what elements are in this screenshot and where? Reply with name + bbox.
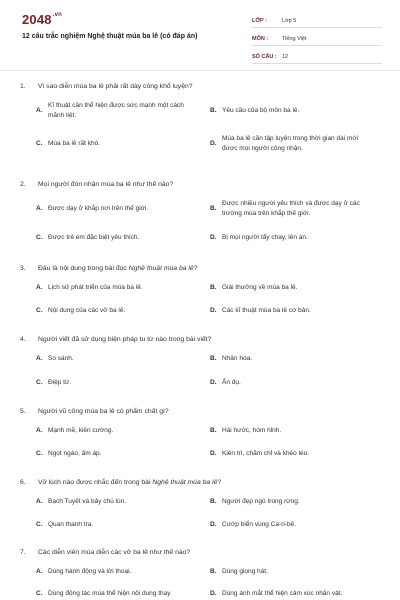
option-letter: C. (36, 521, 43, 528)
option-d[interactable] (210, 134, 385, 154)
question-label-start: Vở kịch nào được nhắc đến trong bài (38, 479, 153, 486)
document-title: 12 câu trắc nghiệm Nghệ thuật múa ba lê (có đáp án) (22, 33, 198, 40)
option-d[interactable] (210, 449, 385, 459)
option-row (0, 514, 400, 536)
question-number: 1. (20, 83, 26, 90)
option-text: Được trẻ em đặc biệt yêu thích. (48, 234, 140, 241)
option-c[interactable] (36, 306, 210, 316)
option-text: Được dạy ở khắp nơi trên thế giới. (48, 205, 149, 212)
option-row (0, 560, 400, 584)
option-row (0, 276, 400, 300)
option-text: Lịch sử phát triển của múa ba lê. (48, 284, 143, 291)
question-number: 2. (20, 181, 26, 188)
question-5 (0, 405, 400, 476)
option-row (0, 371, 400, 395)
option-letter: D. (210, 450, 217, 457)
option-letter: B. (210, 107, 217, 114)
question-text (0, 405, 400, 419)
option-text: Dùng ánh mắt thể hiện cảm xúc nhân vật. (222, 590, 343, 597)
site-logo[interactable]: $2048^{.vn}$ (22, 12, 63, 27)
option-row (0, 300, 400, 322)
option-text: Được nhiều người yêu thích và được dạy ở các trường múa trên khắp thế giới. (222, 200, 360, 217)
question-label: Người vũ công múa ba lê có phẩm chất gì? (38, 408, 169, 415)
question-number: 7. (20, 549, 26, 556)
option-text: Múa ba lê cần tập luyện trong thời gian dài mới được mọi người công nhận. (222, 135, 359, 152)
question-label-end: ? (217, 479, 222, 486)
option-text: Người đẹp ngủ trong rừng. (222, 498, 300, 505)
question-number: 5. (20, 408, 26, 415)
option-letter: A. (36, 205, 43, 212)
question-label-end: ? (193, 265, 198, 272)
option-a[interactable] (36, 204, 210, 214)
option-letter: B. (210, 355, 217, 362)
option-text: Ngọt ngào, ấm áp. (48, 450, 102, 457)
question-6 (0, 476, 400, 546)
question-text (0, 546, 400, 560)
option-letter: A. (36, 568, 43, 575)
option-letter: A. (36, 284, 43, 291)
option-text: Nhân hóa. (222, 355, 252, 362)
option-text: Kiên trì, chăm chỉ và khéo léo. (222, 450, 310, 457)
option-row (0, 226, 400, 250)
question-label: Vì sao diễn múa ba lê phải rất dày công khổ luyện? (38, 83, 193, 90)
question-text (0, 476, 400, 490)
meta-label: LỚP : (252, 17, 267, 24)
question-number: 3. (20, 265, 26, 272)
option-text: Kĩ thuật cần thể hiện được sức mạnh một cách mãnh liệt. (48, 102, 184, 119)
option-b[interactable] (210, 497, 385, 507)
option-text: Múa ba lê rất khó. (48, 140, 101, 147)
option-letter: D. (210, 521, 217, 528)
option-letter: A. (36, 427, 43, 434)
option-c[interactable] (36, 449, 210, 459)
meta-row-count (252, 50, 382, 64)
option-d[interactable] (210, 378, 385, 388)
option-letter: C. (36, 590, 43, 597)
meta-row-subject (252, 32, 382, 46)
question-number: 6. (20, 479, 26, 486)
option-b[interactable] (210, 567, 385, 577)
option-text: Bị mọi người tẩy chay, lên án. (222, 234, 308, 241)
option-b[interactable] (210, 199, 385, 219)
question-text (0, 262, 400, 276)
option-c[interactable] (36, 233, 210, 243)
option-letter: B. (210, 568, 217, 575)
option-text: Giải thưởng về múa ba lê. (222, 284, 298, 291)
question-label-title: Nghệ thuật múa ba lê (152, 479, 218, 486)
option-b[interactable] (210, 283, 385, 293)
option-c[interactable] (36, 139, 210, 149)
question-label: Người viết đã sử dụng biện pháp tu từ nào trong bài viết? (38, 336, 212, 343)
document-meta (252, 14, 382, 64)
page-header (0, 0, 400, 68)
question-list (0, 80, 400, 600)
option-row (0, 419, 400, 443)
meta-value: Tiếng Việt (282, 35, 307, 42)
option-row (0, 192, 400, 226)
option-letter: B. (210, 498, 217, 505)
meta-label: SỐ CÂU : (252, 53, 277, 60)
option-row (0, 94, 400, 128)
option-text: Điệp từ. (48, 379, 72, 386)
option-letter: A. (36, 498, 43, 505)
option-c[interactable] (36, 378, 210, 388)
option-text: So sánh. (48, 355, 74, 362)
option-letter: D. (210, 234, 217, 241)
header-divider (0, 70, 400, 71)
option-letter: D. (210, 590, 217, 597)
option-text: Dùng hành động và lời thoại. (48, 568, 132, 575)
question-4 (0, 333, 400, 405)
option-text: Nội dung của các vở ba lê. (48, 307, 126, 314)
option-c[interactable] (36, 520, 210, 530)
option-a[interactable] (36, 567, 210, 577)
option-letter: A. (36, 107, 43, 114)
question-text (0, 80, 400, 94)
option-a[interactable] (36, 354, 210, 364)
option-d[interactable] (210, 589, 385, 599)
option-b[interactable] (210, 354, 385, 364)
question-label-title: Nghệ thuật múa ba lê (128, 265, 194, 272)
option-letter: B. (210, 205, 217, 212)
option-text: Yêu cầu của bộ môn ba lê. (222, 107, 300, 114)
question-1 (0, 80, 400, 178)
question-label: Các diễn viên múa diễn các vở ba lê như thế nào? (38, 549, 191, 556)
option-letter: A. (36, 355, 43, 362)
option-text: Hài hước, hóm hỉnh. (222, 427, 282, 434)
option-row (0, 584, 400, 600)
option-letter: D. (210, 379, 217, 386)
option-row (0, 128, 400, 160)
option-text: Ẩn dụ. (222, 379, 241, 386)
option-b[interactable] (210, 426, 385, 436)
question-3 (0, 262, 400, 333)
option-letter: D. (210, 140, 217, 147)
option-text: Bạch Tuyết và bảy chú lùn. (48, 498, 127, 505)
question-text (0, 178, 400, 192)
option-text: Dùng động tác múa thể hiện nội dung thay (48, 590, 171, 597)
option-row (0, 347, 400, 371)
question-7 (0, 546, 400, 600)
option-text: Dùng giọng hát. (222, 568, 268, 575)
option-a[interactable] (36, 497, 210, 507)
option-d[interactable] (210, 233, 385, 243)
meta-value: Lớp 5 (282, 17, 297, 24)
option-a[interactable] (36, 101, 210, 121)
option-text: Cướp biển vùng Ca-ri-bê. (222, 521, 297, 528)
option-text: Mạnh mẽ, kiên cường. (48, 427, 114, 434)
option-a[interactable] (36, 426, 210, 436)
option-letter: B. (210, 284, 217, 291)
question-number: 4. (20, 336, 26, 343)
option-row (0, 443, 400, 465)
question-2 (0, 178, 400, 262)
question-text (0, 333, 400, 347)
option-d[interactable] (210, 306, 385, 316)
option-letter: C. (36, 234, 43, 241)
option-letter: C. (36, 307, 43, 314)
question-label: Mọi người đón nhận múa ba lê như thế nào? (38, 181, 174, 188)
option-letter: D. (210, 307, 217, 314)
option-letter: C. (36, 140, 43, 147)
option-text: Các kĩ thuật múa ba lê cơ bản. (222, 307, 311, 314)
option-letter: B. (210, 427, 217, 434)
option-c[interactable] (36, 589, 210, 599)
meta-label: MÔN : (252, 35, 269, 42)
option-letter: C. (36, 450, 43, 457)
option-row (0, 490, 400, 514)
meta-row-grade (252, 14, 382, 28)
option-b[interactable] (210, 106, 385, 116)
question-label-start: Đâu là nội dung trong bài đọc (38, 265, 129, 272)
option-text: Quan thanh tra. (48, 521, 94, 528)
option-letter: C. (36, 379, 43, 386)
option-a[interactable] (36, 283, 210, 293)
option-d[interactable] (210, 520, 385, 530)
meta-value: 12 (282, 53, 289, 60)
